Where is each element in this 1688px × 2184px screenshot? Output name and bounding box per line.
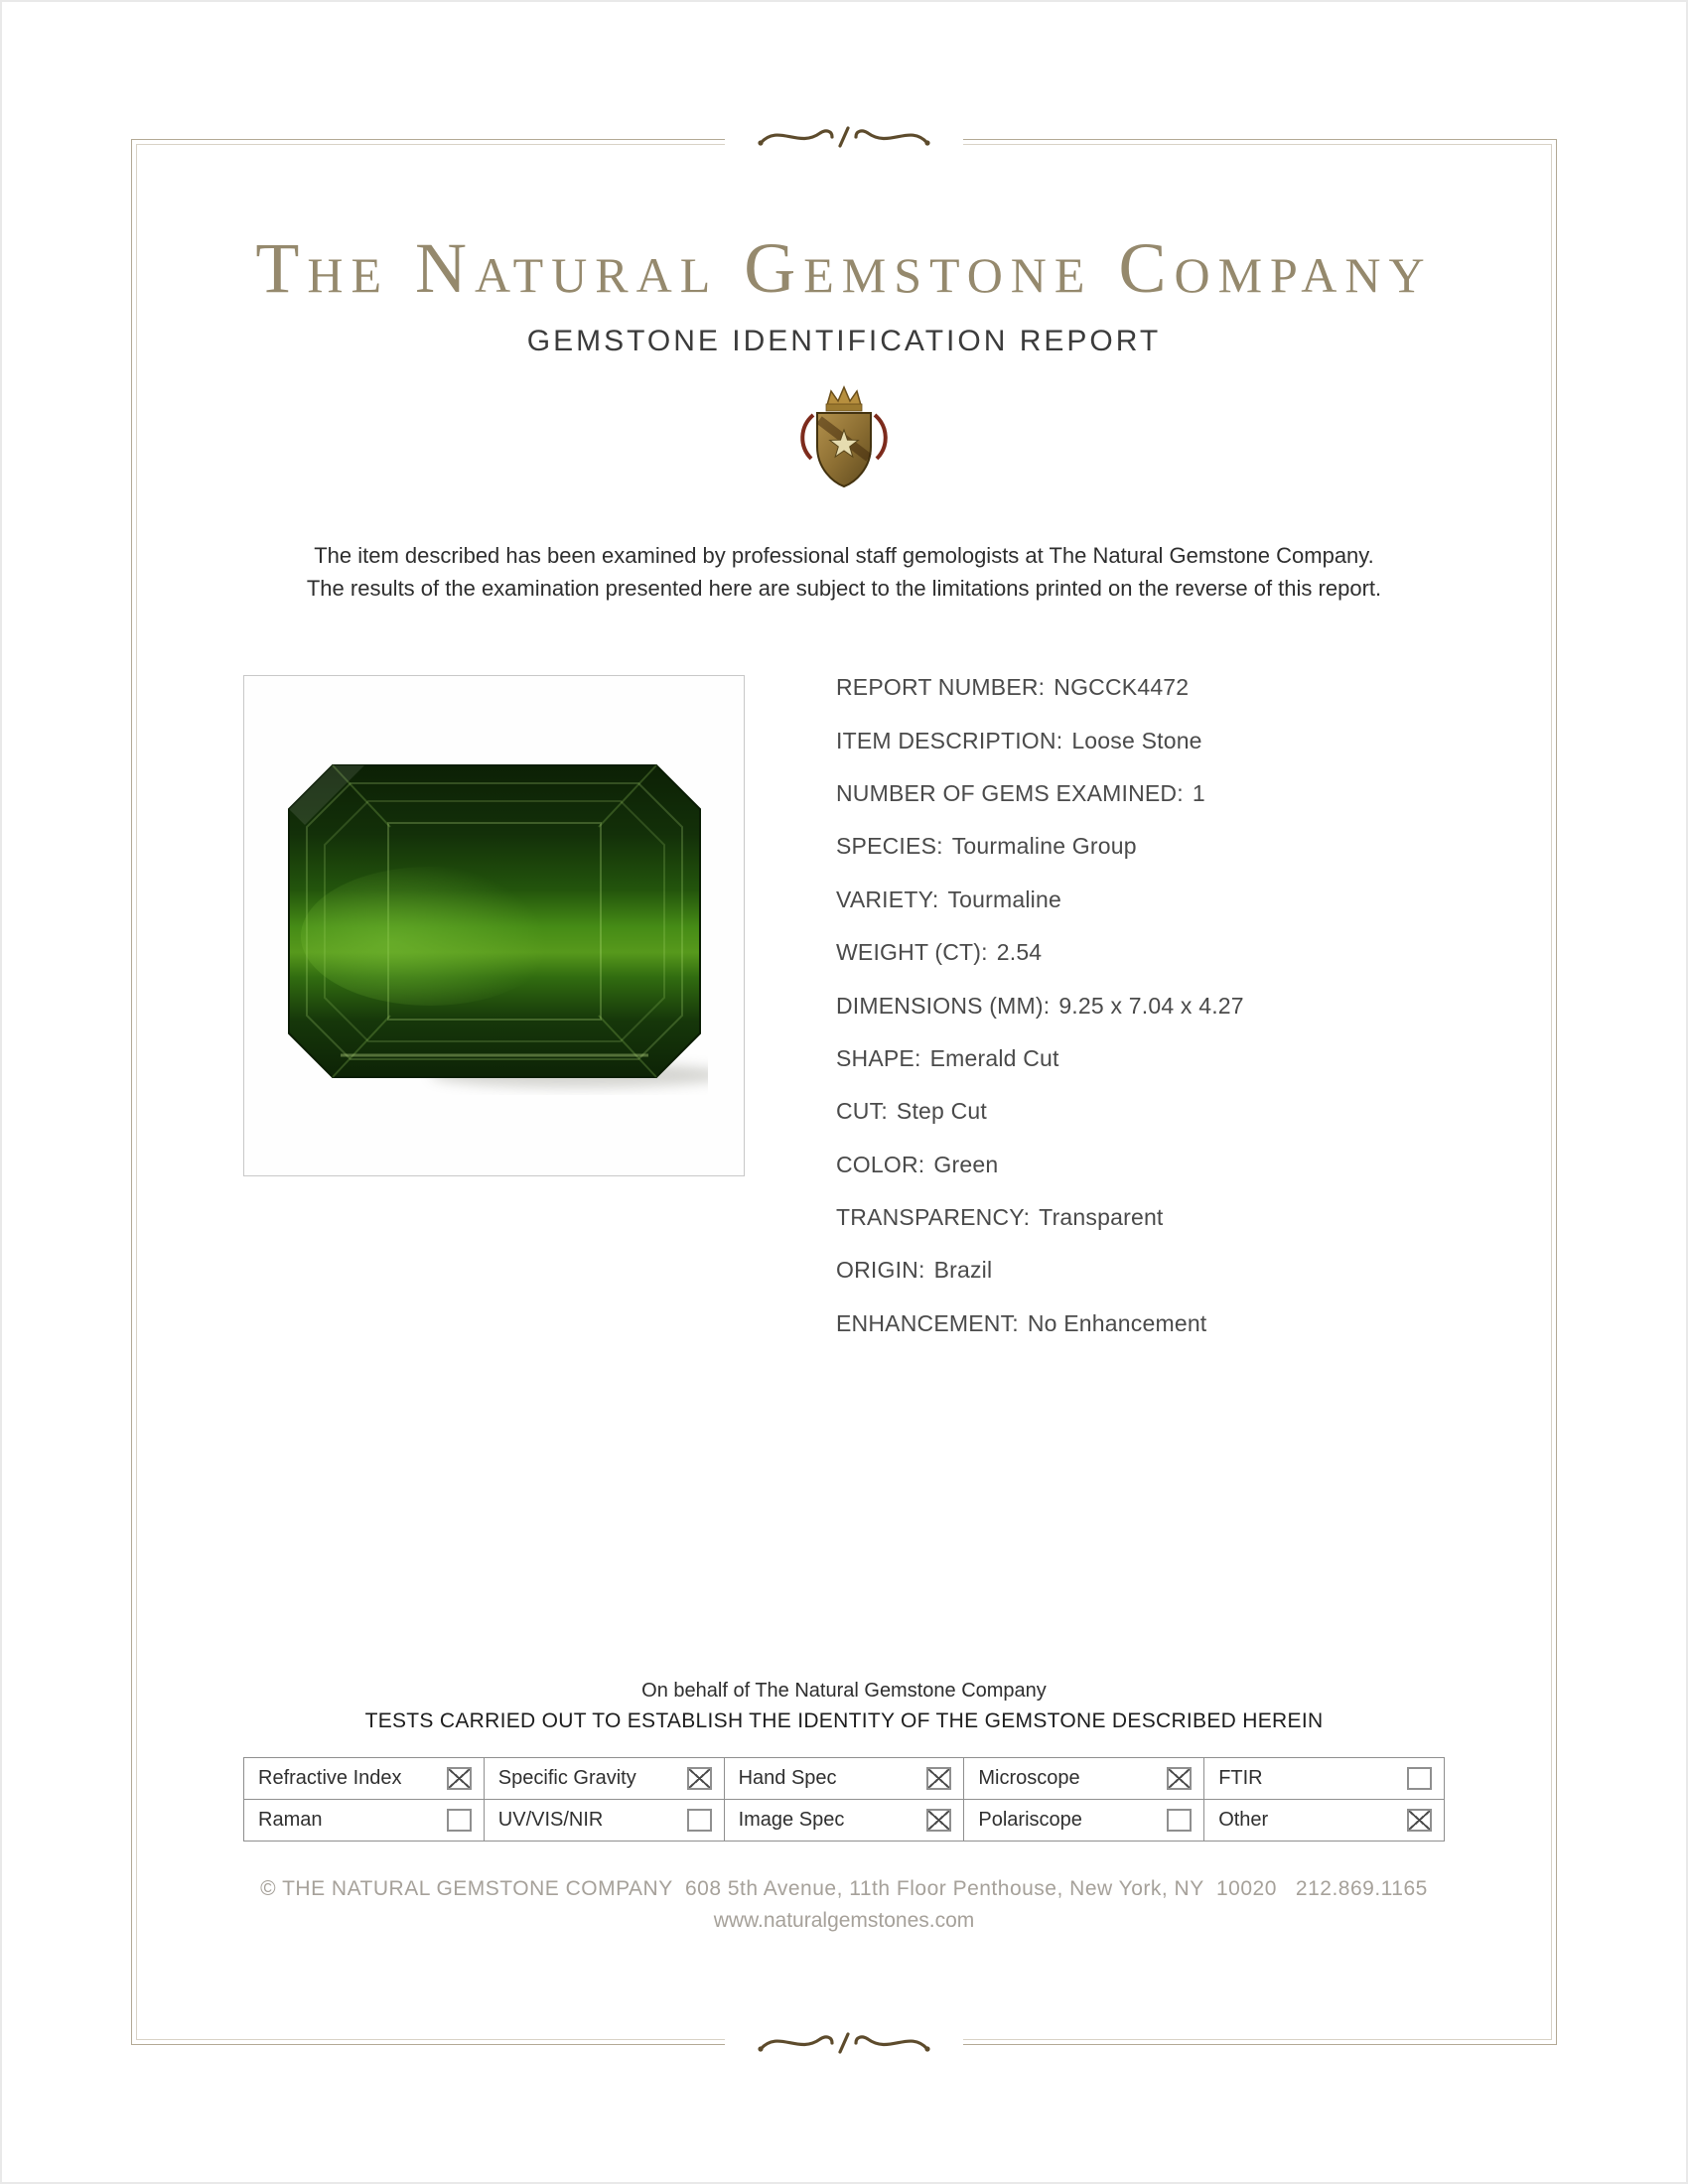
test-cell-microscope <box>963 1757 1203 1799</box>
field-value: Loose Stone <box>1071 727 1202 753</box>
field-label: ITEM DESCRIPTION: <box>836 727 1063 753</box>
tests-heading: TESTS CARRIED OUT TO ESTABLISH THE IDENTITY OF THE GEMSTONE DESCRIBED HEREIN <box>364 1709 1324 1732</box>
test-label: UV/VIS/NIR <box>497 1809 604 1831</box>
field-value: Brazil <box>933 1257 993 1284</box>
field-value: Step Cut <box>896 1098 988 1125</box>
test-label: Specific Gravity <box>497 1767 636 1789</box>
report-title: GEMSTONE IDENTIFICATION REPORT <box>526 325 1162 357</box>
field-label: TRANSPARENCY: <box>836 1204 1031 1231</box>
field-label: ORIGIN: <box>836 1257 925 1284</box>
test-label: Polariscope <box>978 1809 1082 1831</box>
test-checkbox-icon <box>447 1809 472 1832</box>
test-cell-hand-spec <box>724 1757 964 1799</box>
field-row-dimensions <box>836 979 1244 1031</box>
flourish-ornament-bottom-icon <box>725 2021 963 2065</box>
field-value: No Enhancement <box>1027 1309 1207 1336</box>
tests-table <box>243 1757 1445 1842</box>
field-value: Green <box>933 1151 999 1177</box>
field-row-origin <box>836 1244 1244 1297</box>
intro-line-2: The results of the examination presented here are subject to the limitations printed on the reverse of this report. <box>306 576 1382 601</box>
intro-line-1: The item described has been examined by professional staff gemologists at The Natural Gemstone Company. <box>314 543 1374 568</box>
field-value: Tourmaline <box>947 886 1061 912</box>
test-checkbox-icon <box>1407 1767 1432 1790</box>
test-label: FTIR <box>1218 1767 1263 1789</box>
on-behalf-text: On behalf of The Natural Gemstone Company <box>641 1680 1047 1702</box>
test-checkbox-icon <box>926 1809 951 1832</box>
test-label: Image Spec <box>738 1809 845 1831</box>
field-value: 9.25 x 7.04 x 4.27 <box>1058 992 1244 1019</box>
field-value: 1 <box>1192 779 1205 806</box>
field-row-cut <box>836 1085 1244 1138</box>
test-checkbox-icon <box>687 1809 712 1832</box>
footer-website: www.naturalgemstones.com <box>713 1909 975 1932</box>
field-label: ENHANCEMENT: <box>836 1309 1019 1336</box>
test-cell-raman <box>243 1799 484 1841</box>
field-row-weight <box>836 926 1244 979</box>
field-row-gems-examined <box>836 767 1244 820</box>
field-label: COLOR: <box>836 1151 925 1177</box>
test-checkbox-icon <box>1167 1809 1192 1832</box>
report-fields <box>836 661 1244 1350</box>
field-row-variety <box>836 874 1244 926</box>
field-label: NUMBER OF GEMS EXAMINED: <box>836 779 1184 806</box>
test-cell-polariscope <box>963 1799 1203 1841</box>
gemstone-image-icon <box>281 757 708 1095</box>
field-label: VARIETY: <box>836 886 939 912</box>
test-label: Raman <box>258 1809 323 1831</box>
test-checkbox-icon <box>687 1767 712 1790</box>
company-crest-icon <box>789 385 899 494</box>
field-value: 2.54 <box>996 939 1043 966</box>
test-checkbox-icon <box>1167 1767 1192 1790</box>
field-label: SPECIES: <box>836 833 943 860</box>
flourish-ornament-top-icon <box>725 115 963 159</box>
company-name-title: The Natural Gemstone Company <box>255 228 1433 308</box>
field-value: NGCCK4472 <box>1054 674 1190 701</box>
field-label: SHAPE: <box>836 1044 921 1071</box>
test-label: Hand Spec <box>738 1767 837 1789</box>
field-label: CUT: <box>836 1098 888 1125</box>
test-cell-uv-vis-nir <box>484 1799 724 1841</box>
test-checkbox-icon <box>1407 1809 1432 1832</box>
field-value: Transparent <box>1039 1204 1164 1231</box>
test-label: Refractive Index <box>258 1767 402 1789</box>
test-checkbox-icon <box>926 1767 951 1790</box>
field-label: WEIGHT (CT): <box>836 939 988 966</box>
test-checkbox-icon <box>447 1767 472 1790</box>
field-row-transparency <box>836 1191 1244 1244</box>
test-cell-specific-gravity <box>484 1757 724 1799</box>
field-row-shape <box>836 1032 1244 1085</box>
footer-address: © THE NATURAL GEMSTONE COMPANY 608 5th Avenue, 11th Floor Penthouse, New York, NY 10020 212.869.1165 <box>260 1877 1428 1900</box>
intro-text <box>0 539 1688 605</box>
field-value: Emerald Cut <box>929 1044 1059 1071</box>
field-row-enhancement <box>836 1297 1244 1350</box>
test-cell-refractive-index <box>243 1757 484 1799</box>
field-row-report-number <box>836 661 1244 714</box>
test-cell-image-spec <box>724 1799 964 1841</box>
field-row-color <box>836 1139 1244 1191</box>
test-label: Other <box>1218 1809 1269 1831</box>
test-cell-other <box>1203 1799 1444 1841</box>
test-cell-ftir <box>1203 1757 1444 1799</box>
test-label: Microscope <box>978 1767 1080 1789</box>
field-label: DIMENSIONS (MM): <box>836 992 1051 1019</box>
field-label: REPORT NUMBER: <box>836 674 1046 701</box>
field-row-species <box>836 820 1244 873</box>
field-value: Tourmaline Group <box>951 833 1137 860</box>
field-row-item-description <box>836 714 1244 766</box>
gem-photo <box>243 675 745 1176</box>
